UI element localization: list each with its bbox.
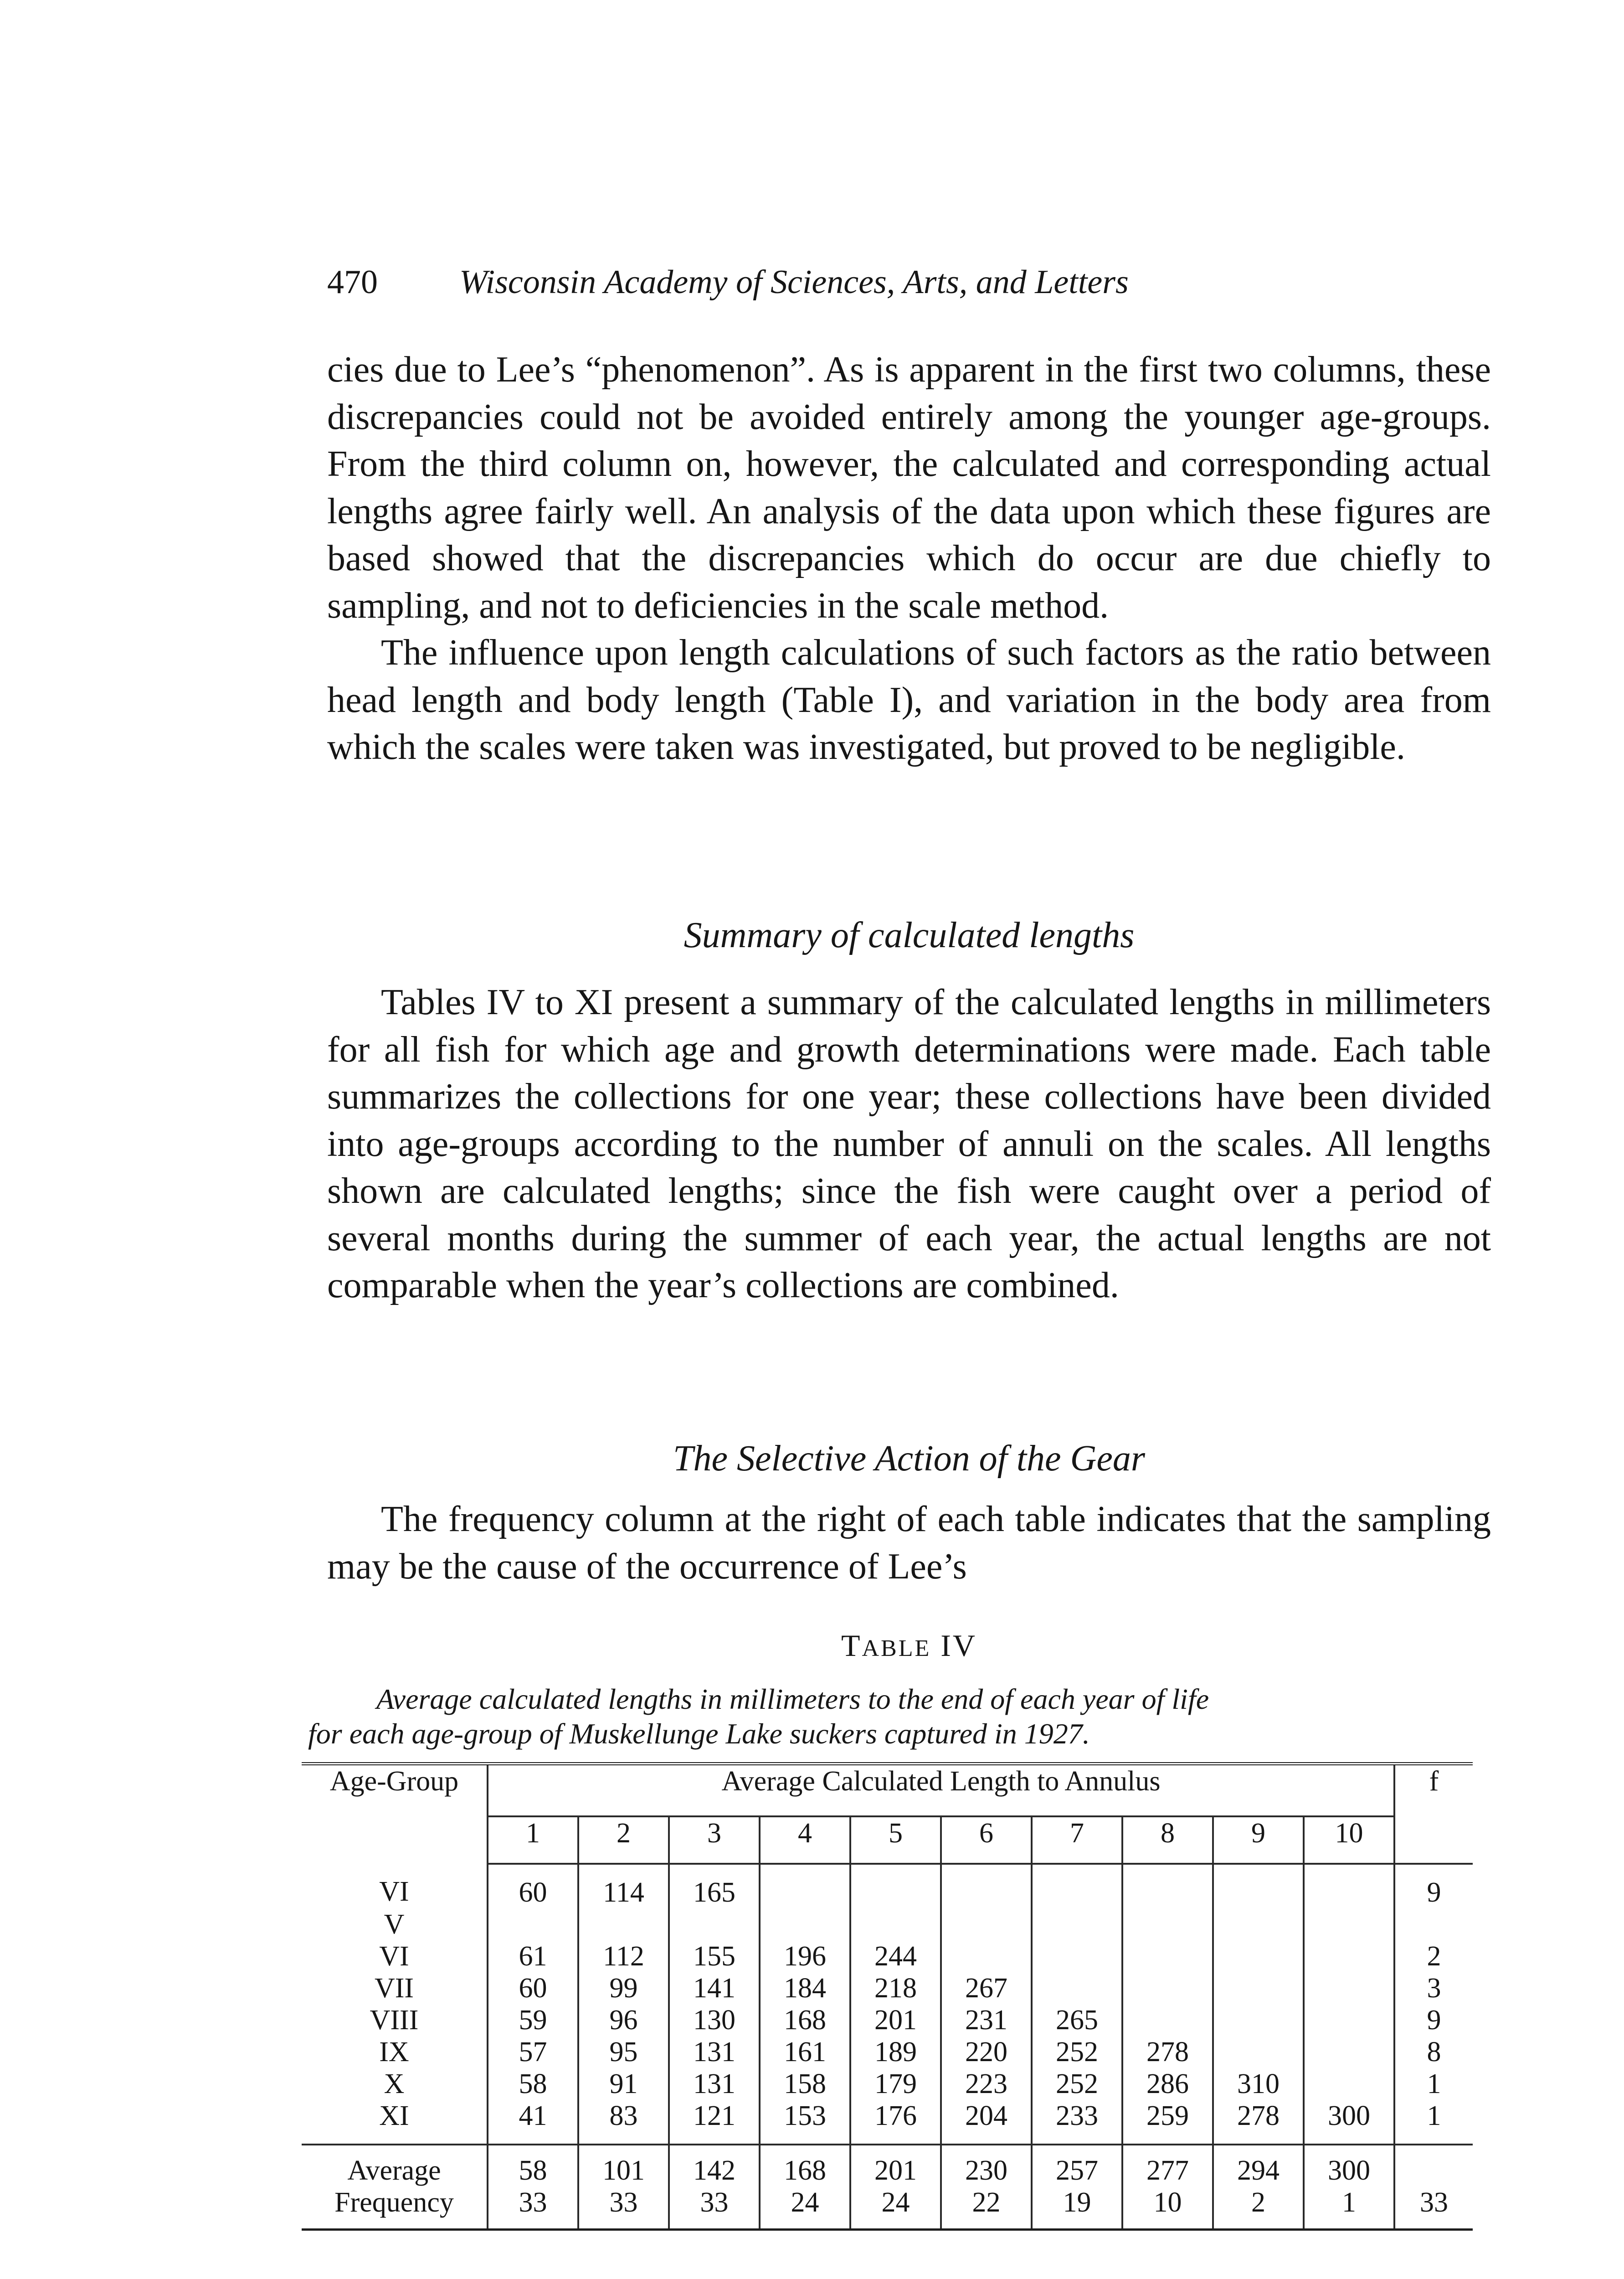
page-header — [327, 262, 1359, 303]
length-cell: 165 — [669, 1864, 760, 1908]
average-row — [302, 2145, 1473, 2186]
length-cell: 91 — [578, 2068, 669, 2100]
length-cell — [760, 1864, 850, 1908]
length-cell — [1122, 2004, 1213, 2036]
age-group-cell: VI — [379, 1941, 409, 1972]
frequency-count-cell: 19 — [1032, 2186, 1122, 2230]
length-cell: 278 — [1122, 2036, 1213, 2068]
frequency-label: Frequency — [334, 2187, 454, 2218]
frequency-total-cell: 33 — [1394, 2186, 1473, 2230]
table-row — [302, 2036, 1473, 2068]
length-cell: 267 — [941, 1972, 1032, 2004]
average-label: Average — [347, 2155, 441, 2186]
length-cell: 61 — [488, 1940, 578, 1972]
table-body — [302, 1864, 1473, 2145]
length-cell: 189 — [850, 2036, 941, 2068]
section-heading-gear: The Selective Action of the Gear — [673, 1439, 1145, 1479]
length-cell — [1213, 1972, 1304, 2004]
length-cell: 60 — [488, 1864, 578, 1908]
caption-line-1: Average calculated lengths in millimeters to the end of each year of life — [376, 1683, 1209, 1715]
length-cell: 57 — [488, 2036, 578, 2068]
age-group-cell: IX — [379, 2037, 409, 2068]
length-cell — [1304, 1940, 1394, 1972]
length-cell: 112 — [578, 1940, 669, 1972]
annulus-header: 7 — [1032, 1816, 1122, 1864]
length-cell — [1304, 2068, 1394, 2100]
length-cell: 244 — [850, 1940, 941, 1972]
table-row — [302, 1864, 1473, 1908]
length-cell — [1213, 2036, 1304, 2068]
length-cell — [1304, 2036, 1394, 2068]
length-cell: 121 — [669, 2100, 760, 2145]
length-cell: 158 — [760, 2068, 850, 2100]
length-cell: 259 — [1122, 2100, 1213, 2145]
annulus-header: 3 — [669, 1816, 760, 1864]
average-cell: 230 — [941, 2145, 1032, 2186]
table-caption — [308, 1682, 1493, 1751]
body-text-summary — [327, 979, 1491, 1310]
frequency-column-header: f — [1394, 1764, 1473, 1864]
length-cell: 60 — [488, 1972, 578, 2004]
length-cell: 252 — [1032, 2068, 1122, 2100]
length-cell: 83 — [578, 2100, 669, 2145]
running-title: Wisconsin Academy of Sciences, Arts, and Letters — [459, 263, 1129, 301]
length-cell: 265 — [1032, 2004, 1122, 2036]
table-row — [302, 1940, 1473, 1972]
body-text-gear — [327, 1496, 1491, 1590]
frequency-count-cell: 2 — [1213, 2186, 1304, 2230]
length-cell: 310 — [1213, 2068, 1304, 2100]
frequency-cell: 1 — [1394, 2068, 1473, 2100]
table-title: TABLE IV — [841, 1628, 977, 1663]
body-text-top — [327, 346, 1491, 771]
paragraph-continuation: cies due to Lee’s “phenomenon”. As is apparent in the first two columns, these discrepancies could not be avoided entirely among the younger age-groups. From the third column on, however, the calculated and corresponding actual lengths agree fairly well. An analysis of the data upon which these figures are based showed that the discrepancies which do occur are due chiefly to sampling, and not to deficiencies in the scale method. — [327, 350, 1491, 626]
length-cell — [669, 1908, 760, 1940]
frequency-cell: 1 — [1394, 2100, 1473, 2145]
length-cell: 168 — [760, 2004, 850, 2036]
length-cell: 161 — [760, 2036, 850, 2068]
length-cell: 99 — [578, 1972, 669, 2004]
length-cell: 96 — [578, 2004, 669, 2036]
paragraph-influence: The influence upon length calculations of such factors as the ratio between head length and body length (Table I), and variation in the body area from which the scales were taken was investigated, but proved to be negligible. — [327, 633, 1491, 767]
length-cell — [1032, 1972, 1122, 2004]
age-group-cell: VII — [374, 1973, 414, 2004]
frequency-cell: 2 — [1394, 1940, 1473, 1972]
average-cell: 201 — [850, 2145, 941, 2186]
annulus-header: 4 — [760, 1816, 850, 1864]
frequency-cell — [1394, 1908, 1473, 1940]
length-cell — [488, 1908, 578, 1940]
frequency-count-cell: 24 — [850, 2186, 941, 2230]
age-group-cell: X — [384, 2068, 405, 2099]
length-cell: 153 — [760, 2100, 850, 2145]
frequency-cell: 9 — [1394, 1864, 1473, 1908]
annulus-header: 8 — [1122, 1816, 1213, 1864]
average-cell: 101 — [578, 2145, 669, 2186]
length-cell — [1304, 2004, 1394, 2036]
length-cell: 176 — [850, 2100, 941, 2145]
length-cell — [1122, 1940, 1213, 1972]
length-cell — [1122, 1972, 1213, 2004]
length-cell: 204 — [941, 2100, 1032, 2145]
average-cell: 58 — [488, 2145, 578, 2186]
frequency-count-cell: 22 — [941, 2186, 1032, 2230]
length-cell — [1032, 1908, 1122, 1940]
paragraph-summary: Tables IV to XI present a summary of the calculated lengths in millimeters for all fish for which age and growth determinations were made. Each table summarizes the collections for one year; these collections have been divided into age-groups according to the number of annuli on the scales. All lengths shown are calculated lengths; since the fish were caught over a period of several months during the summer of each year, the actual lengths are not comparable when the year’s collections are combined. — [327, 982, 1491, 1305]
length-cell — [1304, 1972, 1394, 2004]
frequency-count-cell: 33 — [488, 2186, 578, 2230]
average-cell: 294 — [1213, 2145, 1304, 2186]
frequency-cell: 9 — [1394, 2004, 1473, 2036]
frequency-count-cell: 24 — [760, 2186, 850, 2230]
average-cell: 300 — [1304, 2145, 1394, 2186]
annulus-header: 10 — [1304, 1816, 1394, 1864]
annulus-header: 1 — [488, 1816, 578, 1864]
average-cell: 277 — [1122, 2145, 1213, 2186]
length-table — [302, 1762, 1473, 2231]
length-cell: 201 — [850, 2004, 941, 2036]
length-cell: 278 — [1213, 2100, 1304, 2145]
caption-line-2: for each age-group of Muskellunge Lake suckers captured in 1927. — [308, 1717, 1090, 1750]
length-cell — [1213, 2004, 1304, 2036]
age-group-header: Age-Group — [329, 1766, 459, 1797]
length-cell — [941, 1940, 1032, 1972]
table-summary — [302, 2145, 1473, 2230]
length-cell: 155 — [669, 1940, 760, 1972]
length-cell — [1213, 1908, 1304, 1940]
length-cell — [1213, 1864, 1304, 1908]
age-group-cell: VIII — [370, 2005, 419, 2036]
table-row — [302, 2068, 1473, 2100]
length-cell: 59 — [488, 2004, 578, 2036]
frequency-count-cell: 10 — [1122, 2186, 1213, 2230]
average-cell: 142 — [669, 2145, 760, 2186]
length-cell — [1032, 1864, 1122, 1908]
table-header-row-1 — [302, 1764, 1473, 1817]
length-cell — [1122, 1908, 1213, 1940]
length-cell — [1032, 1940, 1122, 1972]
table-row — [302, 2100, 1473, 2145]
length-cell: 220 — [941, 2036, 1032, 2068]
page-number: 470 — [327, 263, 378, 301]
paragraph-gear: The frequency column at the right of each table indicates that the sampling may be the cause of the occurrence of Lee’s — [327, 1499, 1491, 1587]
length-cell — [1304, 1908, 1394, 1940]
length-cell — [760, 1908, 850, 1940]
length-cell — [941, 1908, 1032, 1940]
frequency-count-cell: 1 — [1304, 2186, 1394, 2230]
frequency-cell: 8 — [1394, 2036, 1473, 2068]
length-cell: 231 — [941, 2004, 1032, 2036]
length-cell: 95 — [578, 2036, 669, 2068]
annulus-header: 2 — [578, 1816, 669, 1864]
length-cell — [850, 1908, 941, 1940]
frequency-row — [302, 2186, 1473, 2230]
length-cell: 130 — [669, 2004, 760, 2036]
group-header: Average Calculated Length to Annulus — [488, 1764, 1394, 1817]
length-cell: 131 — [669, 2068, 760, 2100]
length-cell: 218 — [850, 1972, 941, 2004]
length-cell: 196 — [760, 1940, 850, 1972]
age-group-cell: XI — [302, 2100, 488, 2145]
age-group-cell: VI — [379, 1876, 409, 1907]
length-cell: 286 — [1122, 2068, 1213, 2100]
average-f-cell — [1394, 2145, 1473, 2186]
length-cell — [578, 1908, 669, 1940]
average-cell: 257 — [1032, 2145, 1122, 2186]
annulus-header: 5 — [850, 1816, 941, 1864]
length-cell: 58 — [488, 2068, 578, 2100]
length-cell: 233 — [1032, 2100, 1122, 2145]
annulus-header: 6 — [941, 1816, 1032, 1864]
length-cell: 41 — [488, 2100, 578, 2145]
section-heading-summary: Summary of calculated lengths — [684, 915, 1135, 955]
table-row — [302, 1908, 1473, 1940]
length-cell: 179 — [850, 2068, 941, 2100]
length-cell: 114 — [578, 1864, 669, 1908]
length-cell: 141 — [669, 1972, 760, 2004]
length-cell — [850, 1864, 941, 1908]
table-row — [302, 2004, 1473, 2036]
table-row — [302, 1972, 1473, 2004]
length-cell: 300 — [1304, 2100, 1394, 2145]
length-cell — [1122, 1864, 1213, 1908]
length-cell: 223 — [941, 2068, 1032, 2100]
frequency-cell: 3 — [1394, 1972, 1473, 2004]
length-cell — [1213, 1940, 1304, 1972]
age-group-cell: V — [384, 1909, 405, 1940]
length-cell: 131 — [669, 2036, 760, 2068]
annulus-header: 9 — [1213, 1816, 1304, 1864]
frequency-count-cell: 33 — [669, 2186, 760, 2230]
length-cell — [941, 1864, 1032, 1908]
length-cell: 184 — [760, 1972, 850, 2004]
length-cell — [1304, 1864, 1394, 1908]
frequency-count-cell: 33 — [578, 2186, 669, 2230]
average-cell: 168 — [760, 2145, 850, 2186]
length-cell: 252 — [1032, 2036, 1122, 2068]
